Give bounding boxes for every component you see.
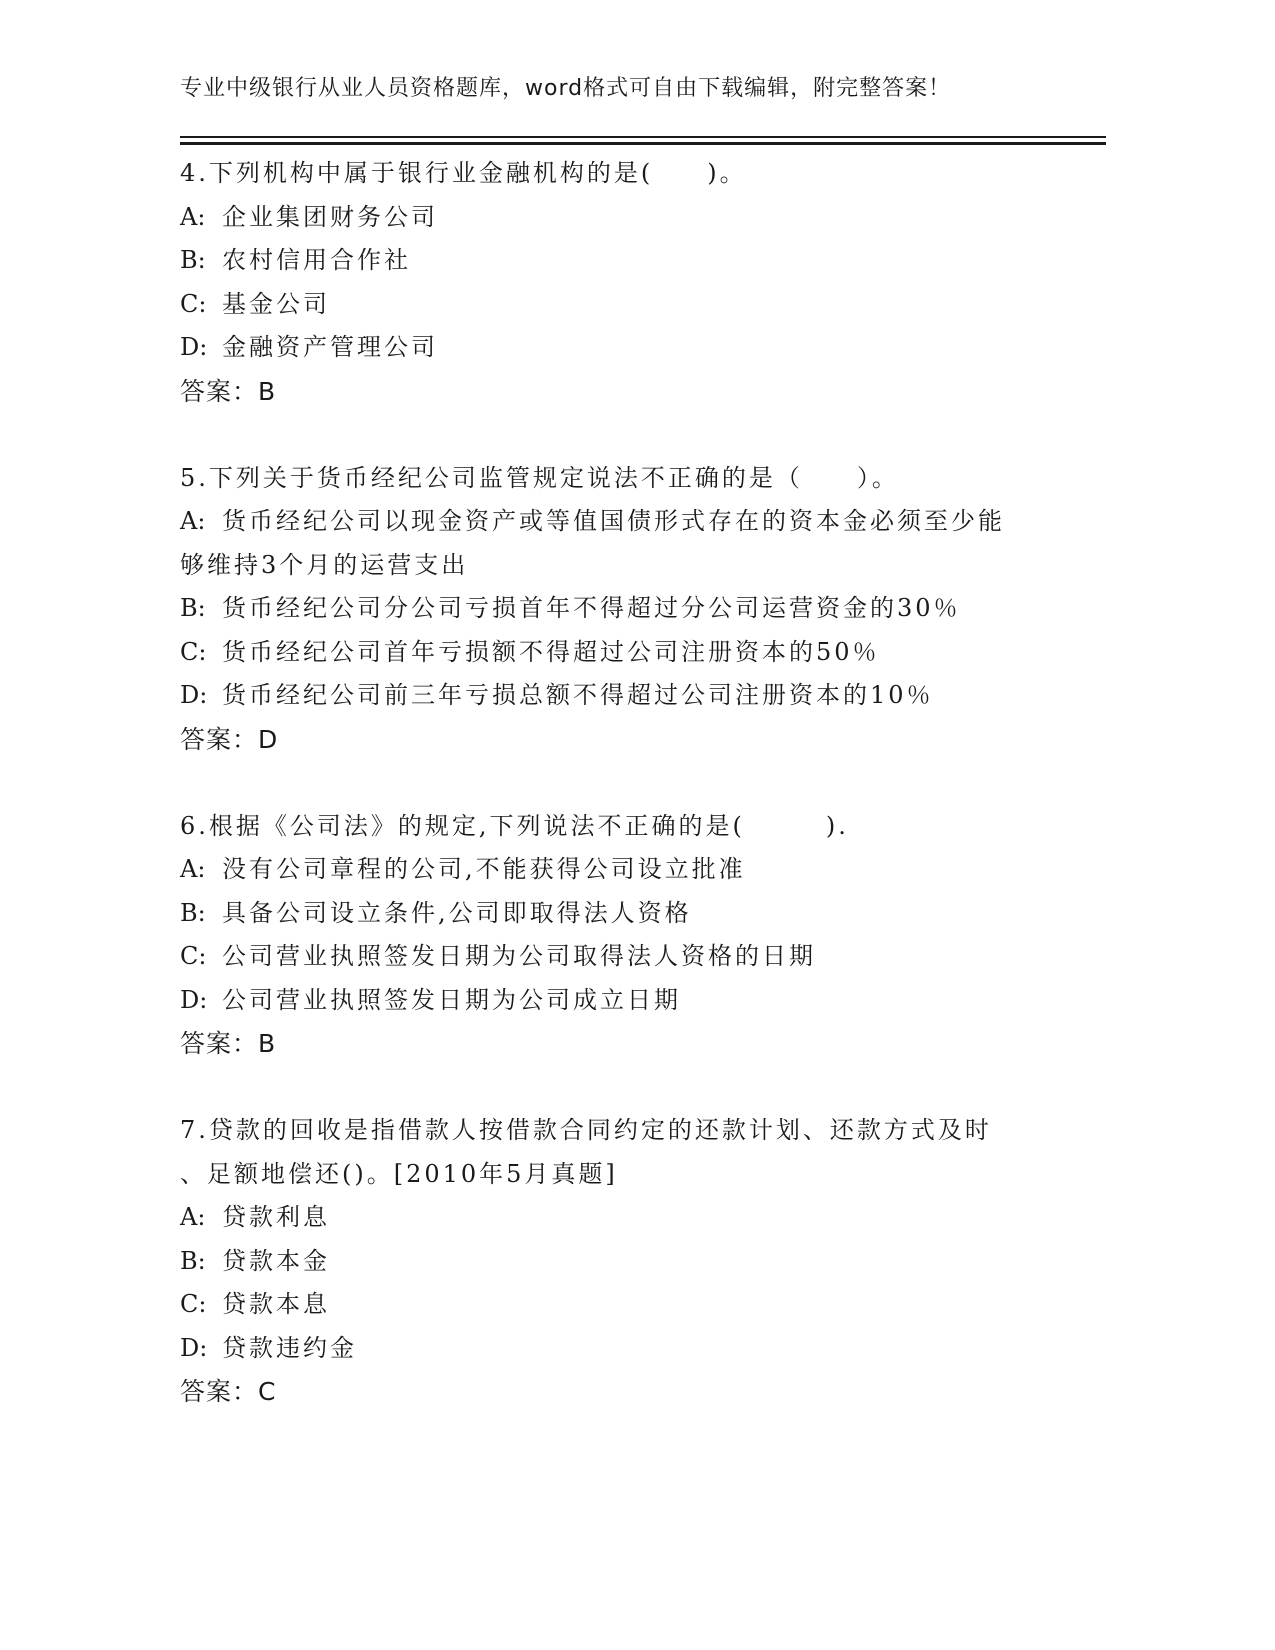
option-d <box>180 1327 1080 1371</box>
option-a <box>180 196 1080 240</box>
answer-text: 答案：C <box>180 1377 277 1406</box>
option-a <box>180 500 1080 544</box>
option-text: 企业集团财务公司 <box>222 202 438 231</box>
option-b <box>180 239 1080 283</box>
option-text: 贷款本金 <box>222 1246 330 1275</box>
question-stem: 7.贷款的回收是指借款人按借款合同约定的还款计划、还款方式及时 <box>180 1116 992 1144</box>
option-label: D: <box>180 681 208 709</box>
option-c <box>180 283 1080 327</box>
option-label: B: <box>180 594 206 622</box>
option-label: C: <box>180 942 207 970</box>
option-label: D: <box>180 985 208 1014</box>
question-stem: 6.根据《公司法》的规定,下列说法不正确的是( ). <box>180 811 849 840</box>
option-d <box>180 674 1080 718</box>
option-label: D: <box>180 333 208 361</box>
option-label: B: <box>180 1246 206 1275</box>
page-header: 专业中级银行从业人员资格题库，word格式可自由下载编辑，附完整答案！ <box>180 76 952 101</box>
answer-text: 答案：D <box>180 724 279 754</box>
option-text: 货币经纪公司分公司亏损首年不得超过分公司运营资金的30％ <box>222 594 961 622</box>
option-text: 货币经纪公司首年亏损额不得超过公司注册资本的50％ <box>222 637 880 666</box>
option-label: B: <box>180 898 206 927</box>
option-d <box>180 326 1080 370</box>
spacer <box>180 761 1080 805</box>
option-b <box>180 587 1080 631</box>
question-stem-continued: 、足额地偿还()。[2010年5月真题] <box>180 1159 618 1188</box>
option-a <box>180 848 1080 892</box>
question-block <box>180 457 1080 762</box>
option-a <box>180 1196 1080 1240</box>
option-text: 金融资产管理公司 <box>222 333 438 361</box>
option-label: A: <box>180 1203 206 1231</box>
option-label: C: <box>180 1290 207 1318</box>
spacer <box>180 1066 1080 1110</box>
question-stem: 5.下列关于货币经纪公司监管规定说法不正确的是（ ）。 <box>180 463 899 492</box>
option-label: A: <box>180 507 206 535</box>
option-text: 贷款利息 <box>222 1203 330 1231</box>
option-text: 农村信用合作社 <box>222 246 411 274</box>
option-c <box>180 1283 1080 1327</box>
option-text: 公司营业执照签发日期为公司取得法人资格的日期 <box>222 942 816 970</box>
header-rule-thin <box>180 136 1106 138</box>
option-text: 基金公司 <box>222 289 330 318</box>
option-text: 货币经纪公司以现金资产或等值国债形式存在的资本金必须至少能 <box>222 507 1005 535</box>
question-list <box>180 152 1080 1414</box>
question-block <box>180 805 1080 1066</box>
answer-text: 答案：B <box>180 1029 277 1058</box>
question-block <box>180 152 1080 413</box>
option-label: D: <box>180 1333 208 1362</box>
option-text: 货币经纪公司前三年亏损总额不得超过公司注册资本的10％ <box>222 681 934 709</box>
option-label: A: <box>180 855 206 883</box>
question-block <box>180 1109 1080 1414</box>
option-label: A: <box>180 202 206 231</box>
option-text: 贷款违约金 <box>222 1333 357 1362</box>
option-b <box>180 892 1080 936</box>
option-label: C: <box>180 637 207 666</box>
option-text: 没有公司章程的公司,不能获得公司设立批准 <box>222 855 746 883</box>
option-text: 贷款本息 <box>222 1290 330 1318</box>
option-d <box>180 979 1080 1023</box>
option-c <box>180 631 1080 675</box>
option-label: C: <box>180 289 207 318</box>
option-b <box>180 1240 1080 1284</box>
option-label: B: <box>180 246 206 274</box>
spacer <box>180 413 1080 457</box>
option-text: 公司营业执照签发日期为公司成立日期 <box>222 985 681 1014</box>
option-c <box>180 935 1080 979</box>
option-text: 具备公司设立条件,公司即取得法人资格 <box>222 898 692 927</box>
header-rule-thick <box>180 142 1106 145</box>
question-stem: 4.下列机构中属于银行业金融机构的是( )。 <box>180 159 747 187</box>
option-a-continued: 够维持3个月的运营支出 <box>180 550 469 579</box>
answer-text: 答案：B <box>180 376 277 406</box>
